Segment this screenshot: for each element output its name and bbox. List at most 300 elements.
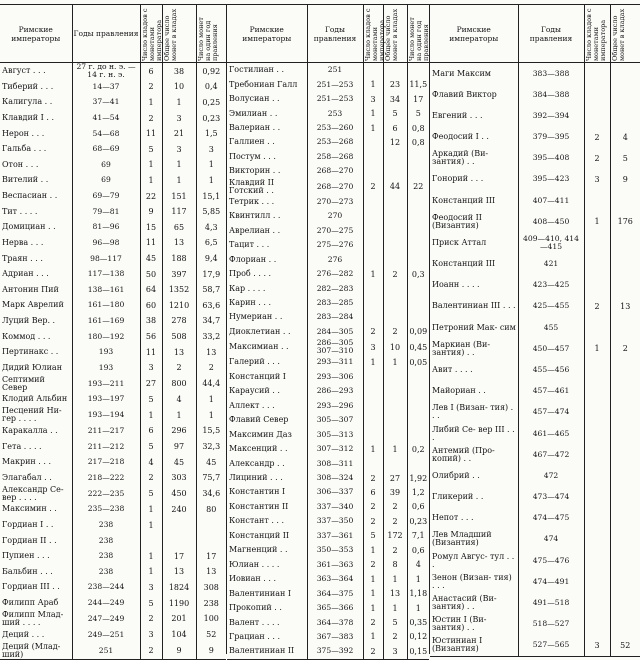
total-coins-cell: 3: [383, 644, 407, 659]
table-row: [0, 454, 226, 470]
emperor-cell: Элагабал . .: [2, 472, 52, 482]
years-cell: 518—527: [518, 613, 584, 634]
table-row: [430, 508, 640, 529]
years-cell: 461—465: [518, 423, 584, 444]
years-cell: 69: [72, 157, 140, 173]
emperor-cell: Констант . . .: [229, 516, 285, 526]
years-cell: 457—461: [518, 381, 584, 402]
emperor-cell: Август . . .: [2, 66, 46, 75]
total-coins-cell: [610, 63, 640, 85]
hoards-count-cell: 11: [140, 235, 162, 251]
coins-per-year-cell: 1: [407, 572, 429, 586]
total-coins-cell: 23: [383, 77, 407, 91]
header-row: [430, 5, 640, 63]
years-cell: 472: [518, 465, 584, 486]
coins-per-year-cell: 1: [196, 392, 226, 408]
hoards-count-cell: 3: [140, 580, 162, 596]
coins-per-year-cell: 0,8: [407, 135, 429, 149]
coins-per-year-cell: 0,3: [407, 267, 429, 281]
total-coins-cell: 13: [162, 344, 196, 360]
hoards-count-cell: 2: [584, 296, 610, 317]
emperor-cell: Валентиниан III . . .: [432, 301, 516, 311]
total-coins-cell: 4: [610, 127, 640, 148]
emperor-cell: Гордиан III . .: [2, 582, 60, 592]
hoards-count-cell: 1: [363, 121, 383, 135]
years-cell: 238: [72, 564, 140, 580]
total-coins-cell: 1: [383, 572, 407, 586]
emperor-cell: Маркиан (Ви- зантия) . .: [432, 339, 491, 357]
hoards-count-cell: 1: [363, 630, 383, 644]
table-row: [0, 173, 226, 189]
coins-per-year-cell: [407, 399, 429, 413]
table-row: [227, 339, 429, 355]
hoards-count-cell: 1: [363, 586, 383, 600]
table-row: [430, 275, 640, 296]
table-row: [430, 317, 640, 338]
total-coins-cell: [610, 550, 640, 571]
emperor-cell: Констанций III: [432, 259, 496, 269]
coins-per-year-cell: 0,25: [196, 95, 226, 111]
years-cell: 275—276: [307, 238, 363, 252]
header-coins-per-year: [407, 5, 429, 63]
emperor-cell: Деций (Млад- ший): [0, 643, 72, 660]
table-row: [227, 630, 429, 644]
coins-per-year-cell: 308: [196, 580, 226, 596]
total-coins-cell: 44: [383, 179, 407, 195]
total-coins-cell: [610, 84, 640, 105]
coins-per-year-cell: [407, 281, 429, 295]
hoards-count-cell: 2: [140, 611, 162, 627]
table-row: [0, 486, 226, 502]
hoards-count-cell: 1: [140, 95, 162, 111]
table-row: [227, 601, 429, 615]
total-coins-cell: 45: [162, 454, 196, 470]
table-body-3: [430, 63, 640, 657]
years-cell: 211—212: [72, 439, 140, 455]
emperor-cell: Кар . . . .: [229, 283, 266, 293]
emperor-cell: Иоанн . . . .: [432, 280, 480, 290]
hoards-count-cell: [363, 456, 383, 470]
coins-per-year-cell: 17: [407, 92, 429, 106]
emperor-cell: Феодосий II (Византия): [432, 212, 482, 230]
total-coins-cell: [610, 444, 640, 465]
hoards-count-cell: 64: [140, 282, 162, 298]
years-cell: 365—366: [307, 601, 363, 615]
emperor-cell: Авит . . . .: [432, 364, 473, 374]
years-cell: 409—410, 414—415: [518, 232, 584, 253]
years-cell: 474: [518, 529, 584, 550]
table-row: [430, 63, 640, 85]
coins-per-year-cell: 9: [196, 643, 226, 660]
total-coins-cell: 5: [383, 615, 407, 629]
total-coins-cell: 450: [162, 486, 196, 502]
emperor-cell: Непот . . .: [432, 513, 474, 523]
hoards-count-cell: 2: [584, 148, 610, 169]
emperor-cell: Магненций . .: [229, 545, 288, 555]
total-coins-cell: [383, 427, 407, 441]
total-coins-cell: 151: [162, 188, 196, 204]
hoards-count-cell: 60: [140, 298, 162, 314]
header-coins-count: [584, 5, 610, 63]
total-coins-cell: [610, 402, 640, 423]
years-cell: 467—472: [518, 444, 584, 465]
total-coins-cell: [383, 370, 407, 384]
emperor-cell: Тацит . . .: [229, 240, 270, 250]
table-row: [227, 164, 429, 178]
total-coins-cell: 13: [610, 296, 640, 317]
hoards-count-cell: [584, 232, 610, 253]
emperor-cell: Олибрий . .: [432, 470, 480, 480]
hoards-count-cell: [363, 296, 383, 310]
total-coins-cell: 27: [383, 471, 407, 485]
hoards-count-cell: 1: [363, 601, 383, 615]
emperor-cell: Отон . . .: [2, 159, 39, 169]
emperor-cell: Тетрик . . .: [229, 196, 275, 206]
emperor-cell: Петроний Мак- сим: [432, 322, 516, 332]
years-cell: 218—222: [72, 470, 140, 486]
table-row: [0, 548, 226, 564]
header-total-coins-short-text: Общее число монет в кладах: [610, 8, 626, 61]
hoards-count-cell: [363, 413, 383, 427]
years-cell: 138—161: [72, 282, 140, 298]
years-cell: 161—180: [72, 298, 140, 314]
total-coins-cell: [383, 224, 407, 238]
table-row: [227, 615, 429, 629]
years-cell: 253—268: [307, 135, 363, 149]
emperor-cell: Юстин I (Ви- зантия) . .: [432, 615, 487, 633]
emperor-cell: Нерва . . .: [2, 237, 44, 247]
emperor-cell: Эмилиан . .: [229, 108, 278, 118]
table-row: [227, 644, 429, 659]
total-coins-cell: 21: [162, 126, 196, 142]
header-coins-count-text: Число кладов с монетами императора: [363, 8, 386, 61]
coins-per-year-cell: 2: [196, 360, 226, 376]
total-coins-cell: 12: [383, 135, 407, 149]
years-cell: 282—283: [307, 281, 363, 295]
total-coins-cell: 800: [162, 376, 196, 392]
coins-per-year-cell: 32,3: [196, 439, 226, 455]
hoards-count-cell: 6: [363, 485, 383, 499]
years-cell: 244—249: [72, 595, 140, 611]
years-cell: 455: [518, 317, 584, 338]
emperor-cell: Максимиан . .: [229, 342, 289, 352]
table-row: [0, 95, 226, 111]
emperor-cell: Требониан Галл: [229, 79, 298, 89]
hoards-count-cell: [584, 423, 610, 444]
hoards-count-cell: 3: [140, 360, 162, 376]
emperor-cell: Пупиен . . .: [2, 551, 50, 561]
emperor-cell: Вителий . .: [2, 175, 49, 185]
table-row: [0, 282, 226, 298]
hoards-count-cell: 5: [140, 486, 162, 502]
years-cell: 283—284: [307, 310, 363, 324]
coins-per-year-cell: 80: [196, 502, 226, 518]
years-cell: 367—383: [307, 630, 363, 644]
emperor-cell: Гостилиан . .: [229, 65, 285, 75]
years-cell: 305—313: [307, 427, 363, 441]
emperor-cell: Тит . . . .: [2, 206, 38, 216]
table-row: [0, 266, 226, 282]
emperor-cell: Пертинакс . .: [2, 347, 59, 357]
coins-per-year-cell: [407, 164, 429, 178]
coins-per-year-cell: 0,8: [407, 121, 429, 135]
emperor-cell: Карин . . .: [229, 298, 272, 308]
years-cell: 284—305: [307, 325, 363, 339]
years-cell: 235—238: [72, 502, 140, 518]
total-coins-cell: [383, 456, 407, 470]
hoards-count-cell: 45: [140, 251, 162, 267]
total-coins-cell: 2: [610, 338, 640, 359]
table-row: [227, 384, 429, 398]
total-coins-cell: 201: [162, 611, 196, 627]
years-cell: 425—455: [518, 296, 584, 317]
emperor-cell: Домициан . .: [2, 222, 56, 232]
coins-per-year-cell: [407, 427, 429, 441]
emperor-cell: Констанций II: [229, 530, 290, 540]
table-row: [227, 514, 429, 528]
header-total-coins-short: [610, 5, 640, 63]
total-coins-cell: 296: [162, 423, 196, 439]
emperor-cell: Юстиниан I (Византия): [430, 635, 518, 657]
hoards-count-cell: [363, 370, 383, 384]
coins-per-year-cell: 0,15: [407, 644, 429, 659]
table-row: [227, 179, 429, 195]
table-row: [430, 381, 640, 402]
hoards-count-cell: 1: [363, 442, 383, 456]
coins-per-year-cell: 17,9: [196, 266, 226, 282]
years-cell: 268—270: [307, 164, 363, 178]
total-coins-cell: [383, 209, 407, 223]
years-cell: 247—249: [72, 611, 140, 627]
table-row: [430, 529, 640, 550]
table-row: [0, 219, 226, 235]
coins-per-year-cell: 100: [196, 611, 226, 627]
emperor-cell: Гликерий . .: [432, 492, 484, 502]
emperor-cell: Гальба . . .: [2, 144, 47, 154]
emperor-cell: Максенций . .: [229, 444, 288, 454]
emperor-cell: Антемий (Про- копий) . .: [432, 445, 495, 463]
hoards-count-cell: 1: [140, 157, 162, 173]
coins-per-year-cell: [196, 517, 226, 533]
years-cell: 217—218: [72, 454, 140, 470]
years-cell: 238: [72, 533, 140, 549]
years-cell: 238: [72, 548, 140, 564]
emperor-cell: Тиберий . . .: [2, 81, 54, 91]
years-cell: 268—270: [307, 179, 363, 195]
total-coins-cell: [383, 252, 407, 266]
years-cell: 14—37: [72, 79, 140, 95]
table-row: [0, 204, 226, 220]
emperor-cell: Зенон (Визан- тия) . . .: [432, 572, 512, 590]
header-coins-count: [363, 5, 386, 63]
total-coins-cell: [383, 195, 407, 209]
years-cell: 270—273: [307, 195, 363, 209]
hoards-count-cell: 2: [363, 558, 383, 572]
total-coins-cell: 1824: [162, 580, 196, 596]
table-row: [227, 267, 429, 281]
emperor-cell: Грациан . . .: [229, 631, 281, 641]
emperor-cell: Дидий Юлиан: [2, 362, 63, 372]
coins-per-year-cell: [407, 63, 429, 78]
emperor-cell: Приск Аттал: [432, 237, 487, 247]
coins-per-year-cell: [407, 296, 429, 310]
hoards-count-cell: [363, 224, 383, 238]
hoards-count-cell: 50: [140, 266, 162, 282]
hoards-count-cell: 56: [140, 329, 162, 345]
total-coins-cell: [383, 413, 407, 427]
coins-per-year-cell: 0,92: [196, 63, 226, 80]
years-cell: 193—194: [72, 407, 140, 423]
emperor-cell: Константин II: [229, 501, 289, 511]
emperor-cell: Марк Аврелий: [2, 300, 64, 310]
hoards-count-cell: [584, 508, 610, 529]
emperor-cell: Клавдий II Готский . .: [229, 177, 274, 195]
emperor-cell: Септимий Север: [2, 374, 45, 392]
total-coins-cell: 508: [162, 329, 196, 345]
header-coins-count-text: Число кладов с монетами императора: [140, 8, 163, 61]
emperor-cell: Евгений . . .: [432, 110, 483, 120]
years-cell: 308—311: [307, 456, 363, 470]
table-row: [227, 63, 429, 78]
years-cell: 180—192: [72, 329, 140, 345]
header-total-coins: [162, 5, 196, 63]
years-cell: 37—41: [72, 95, 140, 111]
table-row: [0, 595, 226, 611]
hoards-count-cell: 1: [363, 267, 383, 281]
years-cell: 364—375: [307, 586, 363, 600]
header-row: [0, 5, 226, 63]
table-block-1: [0, 4, 226, 659]
hoards-count-cell: [584, 275, 610, 296]
coins-per-year-cell: 0,45: [407, 339, 429, 355]
table-row: [0, 517, 226, 533]
emperor-cell: Постум . . .: [229, 151, 276, 161]
hoards-count-cell: 2: [363, 615, 383, 629]
header-emperor: Римские императоры: [0, 5, 72, 63]
hoards-count-cell: [584, 444, 610, 465]
table-row: [0, 439, 226, 455]
emperor-cell: Филипп Араб: [2, 598, 59, 608]
years-cell: 222—235: [72, 486, 140, 502]
coins-per-year-cell: 22: [407, 179, 429, 195]
years-cell: 251: [307, 63, 363, 78]
total-coins-cell: 2: [162, 360, 196, 376]
years-cell: 251—253: [307, 77, 363, 91]
table-row: [227, 224, 429, 238]
emperor-cell: Майориан . .: [432, 386, 486, 396]
years-cell: 383—388: [518, 63, 584, 85]
hoards-count-cell: 3: [140, 627, 162, 643]
coins-per-year-cell: 0,4: [196, 79, 226, 95]
total-coins-cell: [610, 232, 640, 253]
years-cell: 473—474: [518, 486, 584, 507]
hoards-count-cell: 6: [140, 423, 162, 439]
years-cell: 276—282: [307, 267, 363, 281]
total-coins-cell: [610, 529, 640, 550]
emperor-cell: Валентиниан I: [229, 588, 292, 598]
years-cell: 276: [307, 252, 363, 266]
coins-per-year-cell: 1,5: [196, 126, 226, 142]
total-coins-cell: 117: [162, 204, 196, 220]
hoards-count-cell: 11: [140, 126, 162, 142]
years-cell: 375—392: [307, 644, 363, 659]
table-row: [430, 148, 640, 169]
total-coins-cell: [610, 592, 640, 613]
years-cell: 455—456: [518, 359, 584, 380]
header-coins-per-year: [196, 5, 226, 63]
coins-per-year-cell: 0,6: [407, 543, 429, 557]
hoards-count-cell: [363, 164, 383, 178]
table-row: [227, 485, 429, 499]
hoards-count-cell: 5: [140, 439, 162, 455]
coins-per-year-cell: 5,85: [196, 204, 226, 220]
emperor-cell: Квинтилл . .: [229, 211, 281, 221]
total-coins-cell: 9: [610, 169, 640, 190]
emperor-cell: Деций . . .: [2, 629, 45, 639]
hoards-count-cell: [363, 310, 383, 324]
coins-per-year-cell: 0,35: [407, 615, 429, 629]
hoards-count-cell: [584, 254, 610, 275]
table-row: [0, 423, 226, 439]
years-cell: 308—324: [307, 471, 363, 485]
emperor-cell: Аркадий (Ви- зантия) . .: [432, 149, 489, 167]
coins-per-year-cell: [407, 150, 429, 164]
total-coins-cell: 188: [162, 251, 196, 267]
total-coins-cell: 9: [162, 643, 196, 660]
coins-per-year-cell: 17: [196, 548, 226, 564]
coins-per-year-cell: 0,09: [407, 325, 429, 339]
total-coins-cell: [610, 613, 640, 634]
total-coins-cell: [610, 105, 640, 126]
years-cell: 450—457: [518, 338, 584, 359]
hoards-count-cell: 3: [363, 339, 383, 355]
emperor-cell: Валент . . . .: [229, 617, 280, 627]
total-coins-cell: [383, 310, 407, 324]
header-years: Годы правления: [518, 5, 584, 63]
hoards-count-cell: 1: [140, 502, 162, 518]
table-row: [227, 238, 429, 252]
emperor-cell: Аврелиан . .: [229, 225, 281, 235]
total-coins-cell: 2: [383, 543, 407, 557]
years-cell: 379—395: [518, 127, 584, 148]
total-coins-cell: 1: [383, 355, 407, 369]
hoards-count-cell: 5: [140, 141, 162, 157]
emperor-cell: Валентиниан II: [227, 644, 307, 659]
years-cell: 238—244: [72, 580, 140, 596]
coins-per-year-cell: 75,7: [196, 470, 226, 486]
hoards-count-cell: [584, 359, 610, 380]
coins-per-year-cell: [196, 533, 226, 549]
hoards-count-cell: 1: [363, 543, 383, 557]
hoards-count-cell: [584, 486, 610, 507]
years-cell: 457—474: [518, 402, 584, 423]
years-cell: 253: [307, 106, 363, 120]
hoards-count-cell: 1: [140, 173, 162, 189]
emperor-cell: Караусий . .: [229, 386, 280, 396]
hoards-count-cell: [584, 465, 610, 486]
emperor-cell: Коммод . . .: [2, 331, 51, 341]
years-cell: 305—307: [307, 413, 363, 427]
table-row: [430, 254, 640, 275]
emperor-cell: Галлиен . .: [229, 137, 275, 147]
hoards-count-cell: [584, 190, 610, 211]
total-coins-cell: 13: [162, 235, 196, 251]
hoards-count-cell: 6: [140, 63, 162, 80]
hoards-count-cell: 2: [363, 514, 383, 528]
hoards-count-cell: 1: [140, 407, 162, 423]
coins-per-year-cell: [407, 209, 429, 223]
emperor-cell: Каракалла . .: [2, 425, 58, 435]
